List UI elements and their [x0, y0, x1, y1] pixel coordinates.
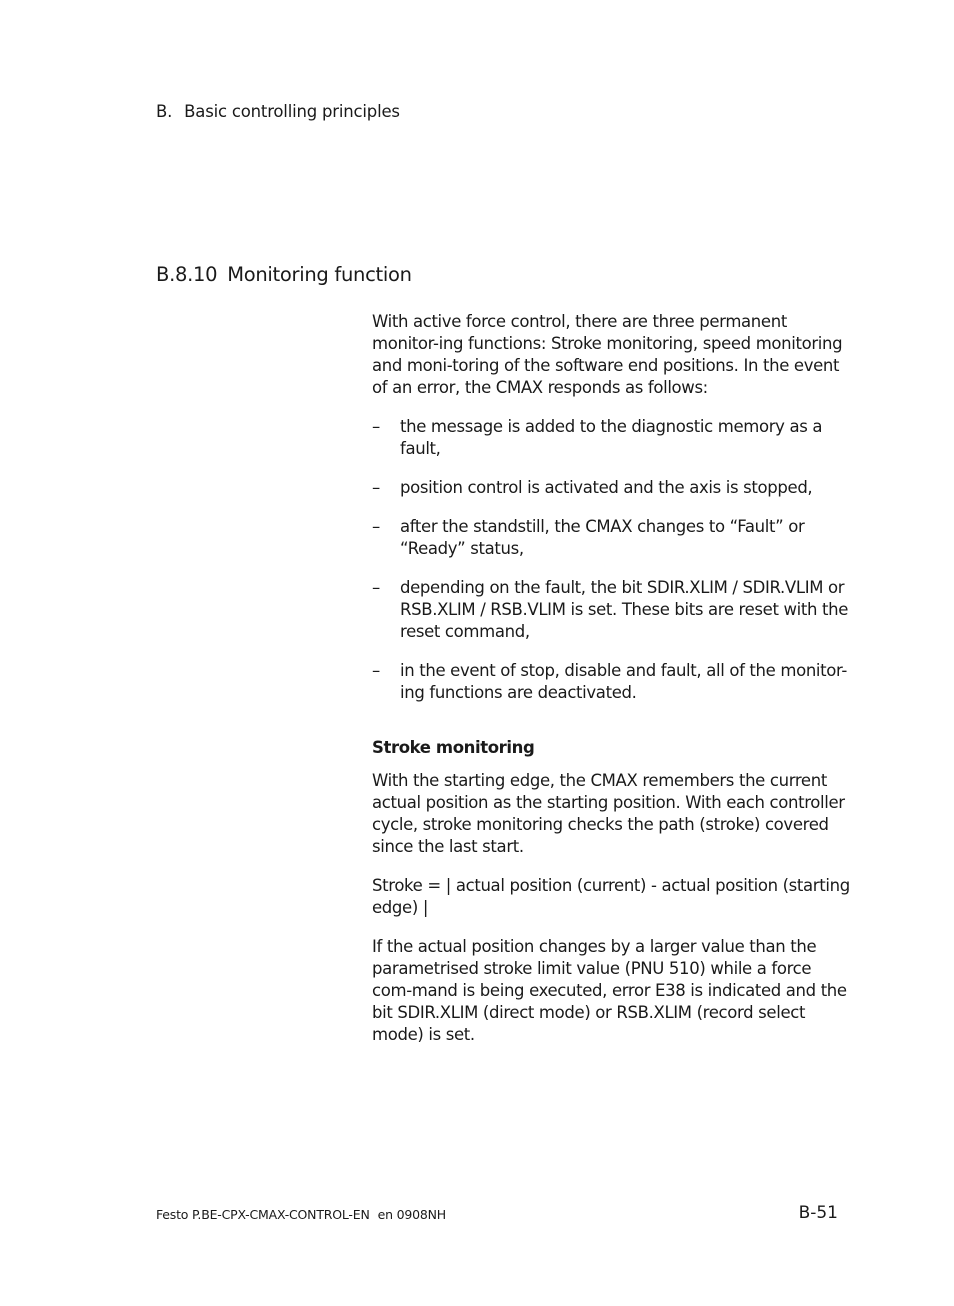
- footer-doc: Festo P.BE-CPX-CMAX-CONTROL-EN: [156, 1207, 370, 1222]
- list-item: [372, 577, 850, 643]
- chapter-title: Basic controlling principles: [184, 102, 400, 121]
- chapter-header: [156, 102, 400, 121]
- list-item: [372, 416, 850, 460]
- intro-paragraph: With active force control, there are three permanent monitor-ing functions: Stroke monitoring, speed monitoring and moni-toring of the software end positions. In the event of an error, the CMAX responds as follows:: [372, 312, 843, 397]
- section-heading: [156, 263, 412, 286]
- list-item-text: after the standstill, the CMAX changes to “Fault” or “Ready” status,: [400, 517, 805, 558]
- footer-document-id: [156, 1207, 446, 1222]
- list-item-text: the message is added to the diagnostic memory as a fault,: [400, 417, 823, 458]
- bullet-dash: –: [372, 417, 380, 436]
- response-list: [372, 416, 850, 704]
- stroke-formula: Stroke = | actual position (current) - actual position (starting edge) |: [372, 876, 850, 917]
- list-item: [372, 516, 850, 560]
- section-number: B.8.10: [156, 263, 218, 286]
- footer-lang: en 0908NH: [377, 1207, 446, 1222]
- list-item-text: depending on the fault, the bit SDIR.XLIM / SDIR.VLIM or RSB.XLIM / RSB.VLIM is set. These bits are reset with the reset command,: [400, 578, 849, 641]
- main-content: [372, 311, 850, 1063]
- list-item-text: position control is activated and the axis is stopped,: [400, 478, 813, 497]
- bullet-dash: –: [372, 478, 380, 497]
- bullet-dash: –: [372, 517, 380, 536]
- section-title: Monitoring function: [227, 263, 412, 286]
- list-item-text: in the event of stop, disable and fault, all of the monitor-ing functions are deactivated.: [400, 661, 848, 702]
- bullet-dash: –: [372, 661, 380, 680]
- list-item: [372, 477, 850, 499]
- list-item: [372, 660, 850, 704]
- stroke-paragraph-2: If the actual position changes by a larger value than the parametrised stroke limit value (PNU 510) while a force com-mand is being executed, error E38 is indicated and the bit SDIR.XLIM (direct mode) or RSB.XLIM (record select mode) is set.: [372, 937, 847, 1044]
- bullet-dash: –: [372, 578, 380, 597]
- stroke-paragraph-1: With the starting edge, the CMAX remembers the current actual position as the starting position. With each controller cycle, stroke monitoring checks the path (stroke) covered since the last start.: [372, 771, 845, 856]
- page-number: B-51: [798, 1203, 838, 1223]
- chapter-number: B.: [156, 102, 173, 121]
- stroke-monitoring-heading: Stroke monitoring: [372, 738, 535, 757]
